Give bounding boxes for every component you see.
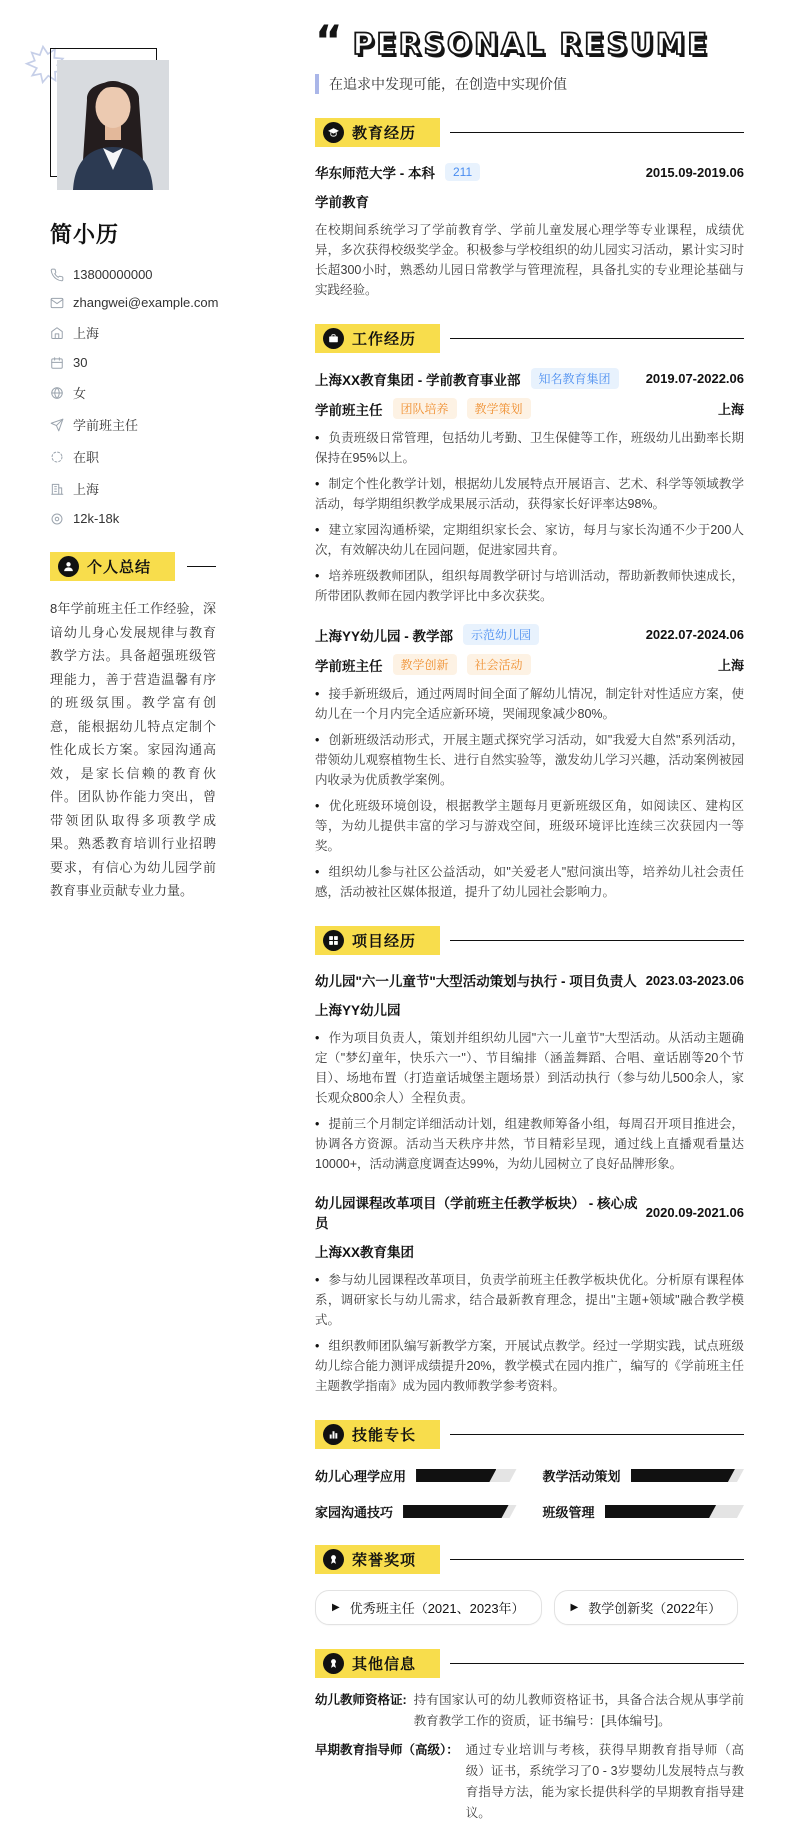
section-divider-line bbox=[450, 1434, 744, 1436]
job-bullet: • 组织幼儿参与社区公益活动，如"关爱老人"慰问演出等，培养幼儿社会责任感，活动被社区媒体报道，提升了幼儿园社会影响力。 bbox=[315, 865, 744, 899]
gender-icon bbox=[50, 386, 64, 400]
bullet-dot: • bbox=[315, 523, 320, 537]
skill-bar-fill bbox=[605, 1505, 717, 1518]
certificate-icon bbox=[323, 1653, 344, 1674]
salary-icon bbox=[50, 512, 64, 526]
phone-icon bbox=[50, 268, 64, 282]
projects-heading: 项目经历 bbox=[352, 933, 417, 950]
education-date: 2015.09-2019.06 bbox=[645, 164, 744, 180]
summary-text: 8年学前班主任工作经验，深谙幼儿身心发展规律与教育教学方法。具备超强班级管理能力，善于营造温馨有序的班级氛围。教学富有创意，能根据幼儿特点定制个性化成长方案。家园沟通高效，是家长信赖的教育伙伴。团队协作能力突出，曾带领团队取得多项教学成果。熟悉教育培训行业招聘要求，有信心为幼儿园学前教育事业贡献专业力量。 bbox=[50, 601, 216, 898]
skill-bar bbox=[631, 1469, 744, 1482]
company-name: 上海XX教育集团 - 学前教育事业部 bbox=[315, 372, 521, 388]
bullet-dot: • bbox=[315, 687, 320, 701]
job-location: 上海 bbox=[717, 658, 744, 673]
certification-text: 通过专业培训与考核，获得早期教育指导师（高级）证书，系统学习了0 - 3岁婴幼儿发展特点与教育指导方法，能为家长提供科学的早期教育指导建议。 bbox=[465, 1743, 744, 1820]
job-bullet: • 创新班级活动形式，开展主题式探究学习活动，如"我爱大自然"系列活动，带领幼儿观察植物生长、进行自然实验等，激发幼儿学习兴趣，活动案例被园内收录为优质教学案例。 bbox=[315, 733, 744, 787]
honor-text: 教学创新奖（2022年） bbox=[588, 1601, 722, 1616]
email-icon bbox=[50, 296, 64, 310]
home-icon bbox=[50, 326, 64, 340]
section-divider-line bbox=[450, 132, 744, 134]
honor-item bbox=[315, 1590, 542, 1625]
bullet-dot: • bbox=[315, 477, 320, 491]
project-bullet: • 提前三个月制定详细活动计划，组建教师筹备小组，每周召开项目推进会，协调各方资源。活动当天秩序井然，节目精彩呈现，通过线上直播观看量达10000+，活动满意度调查达99%，为幼儿园树立了良好品牌形象。 bbox=[315, 1117, 744, 1171]
person-name: 简小历 bbox=[50, 222, 120, 247]
quote-icon: “ bbox=[315, 16, 343, 65]
contact-location-value: 上海 bbox=[73, 326, 100, 341]
other-heading: 其他信息 bbox=[352, 1656, 417, 1673]
bullet-dot: • bbox=[315, 1031, 320, 1045]
section-divider-line bbox=[450, 1559, 744, 1561]
honors-heading-badge bbox=[315, 1545, 440, 1574]
grid-icon bbox=[323, 930, 344, 951]
skill-name: 幼儿心理学应用 bbox=[315, 1469, 407, 1484]
contact-status-value: 在职 bbox=[73, 450, 100, 465]
skill-item bbox=[543, 1502, 745, 1521]
bullet-dot: • bbox=[315, 799, 320, 813]
other-heading-badge bbox=[315, 1649, 440, 1678]
job-title: 学前班主任 bbox=[315, 658, 383, 674]
contact-phone bbox=[50, 267, 216, 282]
skills-heading: 技能专长 bbox=[352, 1427, 417, 1444]
job-bullet: • 制定个性化教学计划，根据幼儿发展特点开展语言、艺术、科学等领域教学活动，每学期组织教学成果展示活动，获得家长好评率达98%。 bbox=[315, 477, 744, 511]
bullet-dot: • bbox=[315, 569, 320, 583]
other-info-section bbox=[315, 1649, 744, 1824]
honor-item bbox=[554, 1590, 739, 1625]
certification-label: 早期教育指导师（高级）： bbox=[315, 1743, 459, 1757]
projects-heading-badge bbox=[315, 926, 440, 955]
company-name: 上海YY幼儿园 - 教学部 bbox=[315, 628, 454, 644]
work-heading: 工作经历 bbox=[352, 331, 417, 348]
honors-heading: 荣誉奖项 bbox=[352, 1552, 417, 1569]
skill-item bbox=[315, 1502, 517, 1521]
certification-text: 持有国家认可的幼儿教师资格证书，具备合法合规从事学前教育教学工作的资质，证书编号：[具体编号]。 bbox=[413, 1693, 744, 1728]
document-subtitle: 在追求中发现可能，在创造中实现价值 bbox=[315, 74, 744, 94]
bullet-dot: • bbox=[315, 865, 320, 879]
bullet-dot: • bbox=[315, 1339, 320, 1353]
education-section bbox=[315, 118, 744, 300]
briefcase-icon bbox=[323, 328, 344, 349]
bar-chart-icon bbox=[323, 1424, 344, 1445]
project-bullet: • 参与幼儿园课程改革项目，负责学前班主任教学板块优化。分析原有课程体系，调研家长与幼儿需求，结合最新教育理念，提出"主题+领域"融合教学模式。 bbox=[315, 1273, 744, 1327]
section-divider-line bbox=[450, 940, 744, 942]
skill-item bbox=[315, 1466, 517, 1485]
skill-bar-fill bbox=[403, 1505, 509, 1518]
bullet-dot: • bbox=[315, 733, 320, 747]
project-entry bbox=[315, 970, 744, 1174]
work-section bbox=[315, 324, 744, 902]
contact-city-value: 上海 bbox=[73, 482, 100, 497]
certification-label: 幼儿教师资格证: bbox=[315, 1693, 407, 1707]
contact-salary-value: 12k-18k bbox=[73, 511, 120, 526]
project-title: 幼儿园课程改革项目（学前班主任教学板块） - 核心成员 bbox=[315, 1196, 638, 1231]
contact-phone-value: 13800000000 bbox=[73, 267, 153, 282]
job-title: 学前班主任 bbox=[315, 402, 383, 418]
honors-section bbox=[315, 1545, 744, 1625]
contact-city bbox=[50, 479, 216, 498]
graduation-cap-icon bbox=[323, 122, 344, 143]
play-triangle-icon: ▶ bbox=[570, 1602, 579, 1613]
project-bullet: • 组织教师团队编写新教学方案，开展试点教学。经过一学期实践，试点班级幼儿综合能力测评成绩提升20%，教学模式在园内推广，编写的《学前班主任主题教学指南》成为园内教师教学参考资料。 bbox=[315, 1339, 744, 1393]
city-icon bbox=[50, 482, 64, 496]
job-tag: 团队培养 bbox=[393, 398, 457, 419]
project-bullet: • 作为项目负责人，策划并组织幼儿园"六一儿童节"大型活动。从活动主题确定（"梦幻童年，快乐六一"）、节目编排（涵盖舞蹈、合唱、童话剧等20个节目）、场地布置（打造童话城堡主题场景）到活动执行（参与幼儿500余人，家长观众800余人）全程负责。 bbox=[315, 1031, 744, 1105]
education-heading: 教育经历 bbox=[352, 125, 417, 142]
age-icon bbox=[50, 356, 64, 370]
bullet-dot: • bbox=[315, 1273, 320, 1287]
section-divider-line bbox=[450, 338, 744, 340]
skills-section bbox=[315, 1420, 744, 1521]
projects-section bbox=[315, 926, 744, 1396]
job-bullet: • 建立家园沟通桥梁，定期组织家长会、家访，每月与家长沟通不少于200人次，有效解决幼儿在园问题，促进家园共育。 bbox=[315, 523, 744, 557]
contact-age bbox=[50, 355, 216, 370]
contact-gender-value: 女 bbox=[73, 386, 87, 401]
job-bullet: • 接手新班级后，通过两周时间全面了解幼儿情况，制定针对性适应方案，使幼儿在一个月内完全适应新环境，哭闹现象减少80%。 bbox=[315, 687, 744, 721]
skill-name: 班级管理 bbox=[542, 1505, 595, 1520]
play-triangle-icon: ▶ bbox=[332, 1602, 340, 1613]
job-bullet: • 培养班级教师团队，组织每周教学研讨与培训活动，帮助新教师快速成长，所带团队教师在园内教学评比中多次获奖。 bbox=[315, 569, 744, 603]
main-column bbox=[315, 16, 744, 1824]
certification-item bbox=[315, 1740, 744, 1824]
job-tag: 教学创新 bbox=[393, 654, 457, 675]
person-icon bbox=[58, 556, 79, 577]
job-entry bbox=[315, 624, 744, 902]
skill-bar-fill bbox=[631, 1469, 735, 1482]
skills-heading-badge bbox=[315, 1420, 440, 1449]
summary-section bbox=[50, 552, 216, 903]
job-date: 2022.07-2024.06 bbox=[645, 627, 744, 642]
contact-email-value: zhangwei@example.com bbox=[73, 295, 219, 310]
contact-email bbox=[50, 295, 219, 310]
contact-gender bbox=[50, 383, 216, 402]
job-tag: 教学策划 bbox=[467, 398, 531, 419]
skill-name: 教学活动策划 bbox=[542, 1469, 621, 1484]
job-bullet: • 负责班级日常管理，包括幼儿考勤、卫生保健等工作，班级幼儿出勤率长期保持在95%以上。 bbox=[315, 431, 744, 465]
position-icon bbox=[50, 418, 64, 432]
project-org: 上海XX教育集团 bbox=[315, 1245, 415, 1260]
school-name: 华东师范大学 - 本科 bbox=[315, 166, 435, 181]
summary-heading-badge bbox=[50, 552, 175, 581]
project-date: 2023.03-2023.06 bbox=[645, 972, 744, 988]
section-divider-line bbox=[187, 566, 216, 568]
company-badge: 示范幼儿园 bbox=[463, 624, 539, 645]
contact-status bbox=[50, 447, 216, 466]
document-title: PERSONAL RESUME bbox=[352, 27, 710, 61]
contact-list bbox=[50, 267, 219, 526]
contact-salary bbox=[50, 511, 216, 526]
photo-block bbox=[50, 48, 168, 190]
education-description: 在校期间系统学习了学前教育学、学前儿童发展心理学等专业课程，成绩优异，多次获得校级奖学金。积极参与学校组织的幼儿园实习活动，累计实习时长超300小时，熟悉幼儿园日常教学与管理流程，具备扎实的专业理论基础与实践经验。 bbox=[315, 223, 744, 297]
contact-location bbox=[50, 323, 216, 342]
school-badge: 211 bbox=[445, 163, 480, 181]
skill-name: 家园沟通技巧 bbox=[315, 1505, 394, 1520]
job-bullet: • 优化班级环境创设，根据教学主题每月更新班级区角，如阅读区、建构区等，为幼儿提供丰富的学习与游戏空间，班级环境评比连续三次获园内一等奖。 bbox=[315, 799, 744, 853]
status-icon bbox=[50, 450, 64, 464]
certification-item bbox=[315, 1690, 744, 1732]
contact-position bbox=[50, 415, 216, 434]
project-entry bbox=[315, 1192, 744, 1396]
section-divider-line bbox=[450, 1663, 744, 1665]
project-org: 上海YY幼儿园 bbox=[315, 1003, 401, 1018]
medal-icon bbox=[323, 1549, 344, 1570]
company-badge: 知名教育集团 bbox=[531, 368, 619, 389]
skill-bar bbox=[403, 1505, 516, 1518]
project-title: 幼儿园"六一儿童节"大型活动策划与执行 - 项目负责人 bbox=[315, 974, 637, 989]
project-date: 2020.09-2021.06 bbox=[645, 1204, 744, 1220]
skill-grid bbox=[315, 1466, 744, 1521]
skill-item bbox=[543, 1466, 745, 1485]
sidebar bbox=[50, 26, 219, 903]
education-heading-badge bbox=[315, 118, 440, 147]
job-entry bbox=[315, 368, 744, 606]
major-name: 学前教育 bbox=[315, 195, 369, 210]
honor-text: 优秀班主任（2021、2023年） bbox=[349, 1601, 525, 1616]
job-tag: 社会活动 bbox=[467, 654, 531, 675]
honor-list bbox=[315, 1590, 744, 1625]
job-date: 2019.07-2022.06 bbox=[645, 371, 744, 386]
bullet-dot: • bbox=[315, 1117, 320, 1131]
skill-bar-fill bbox=[416, 1469, 496, 1482]
contact-position-value: 学前班主任 bbox=[73, 418, 139, 433]
profile-photo bbox=[57, 60, 169, 190]
work-heading-badge bbox=[315, 324, 440, 353]
skill-bar bbox=[416, 1469, 516, 1482]
job-location: 上海 bbox=[717, 402, 744, 417]
skill-bar bbox=[605, 1505, 744, 1518]
document-header bbox=[315, 16, 744, 65]
bullet-dot: • bbox=[315, 431, 320, 445]
contact-age-value: 30 bbox=[73, 355, 88, 370]
summary-heading: 个人总结 bbox=[87, 559, 152, 576]
